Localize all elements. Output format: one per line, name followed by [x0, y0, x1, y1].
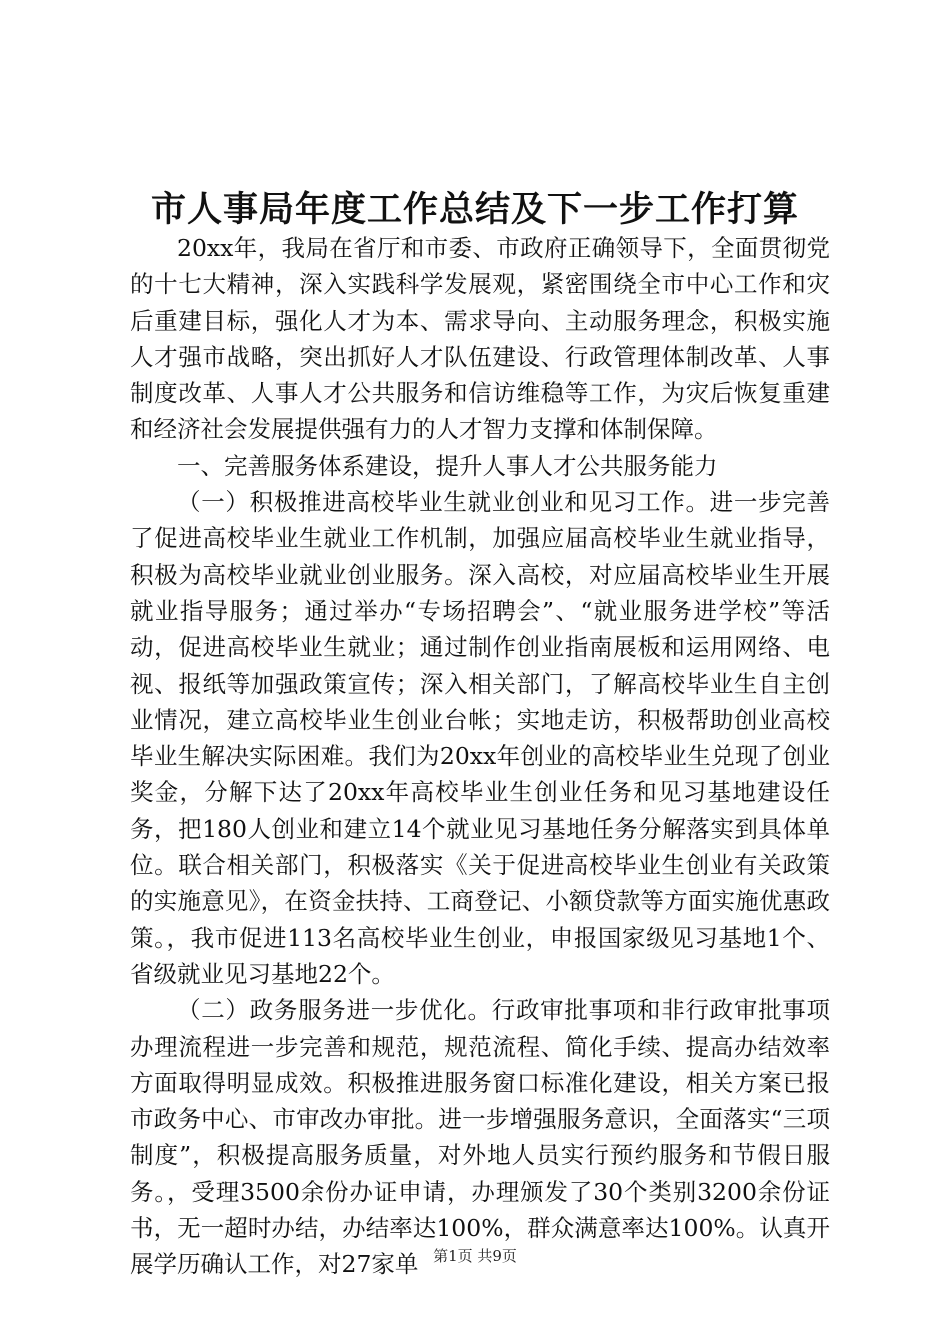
- document-body: [130, 230, 830, 1283]
- section-heading-1: 一、完善服务体系建设，提升人事人才公共服务能力: [177, 451, 718, 480]
- document-title: 市人事局年度工作总结及下一步工作打算: [150, 189, 799, 230]
- paragraph-government-services: （二）政务服务进一步优化。行政审批事项和非行政审批事项办理流程进一步完善和规范，规范流程、简化手续、提高办结效率方面取得明显成效。积极推进服务窗口标准化建设，相关方案已报市政务中心、市审改办审批。进一步增强服务意识，全面落实“三项制度”，积极提高服务质量，对外地人员实行预约服务和节假日服务。，受理3500余份办证申请，办理颁发了30个类别3200余份证书，无一超时办结，办结率达100%，群众满意率达100%。认真开展学历确认工作，对27家单: [130, 996, 830, 1279]
- paragraph-intro: 20xx年，我局在省厅和市委、市政府正确领导下，全面贯彻党的十七大精神，深入实践科学发展观，紧密围绕全市中心工作和灾后重建目标，强化人才为本、需求导向、主动服务理念，积极实施人才强市战略，突出抓好人才队伍建设、行政管理体制改革、人事制度改革、人事人才公共服务和信访维稳等工作，为灾后恢复重建和经济社会发展提供强有力的人才智力支撑和体制保障。: [130, 234, 830, 444]
- paragraph-graduates: （一）积极推进高校毕业生就业创业和见习工作。进一步完善了促进高校毕业生就业工作机制，加强应届高校毕业生就业指导，积极为高校毕业就业创业服务。深入高校，对应届高校毕业生开展就业指导服务；通过举办“专场招聘会”、“就业服务进学校”等活动，促进高校毕业生就业；通过制作创业指南展板和运用网络、电视、报纸等加强政策宣传；深入相关部门，了解高校毕业生自主创业情况，建立高校毕业生创业台帐；实地走访，积极帮助创业高校毕业生解决实际困难。我们为20xx年创业的高校毕业生兑现了创业奖金，分解下达了20xx年高校毕业生创业任务和见习基地建设任务，把180人创业和建立14个就业见习基地任务分解落实到具体单位。联合相关部门，积极落实《关于促进高校毕业生创业有关政策的实施意见》，在资金扶持、工商登记、小额贷款等方面实施优惠政策。，我市促进113名高校毕业生创业，申报国家级见习基地1个、省级就业见习基地22个。: [130, 488, 830, 988]
- page-number-footer: 第1页 共9页: [433, 1247, 517, 1265]
